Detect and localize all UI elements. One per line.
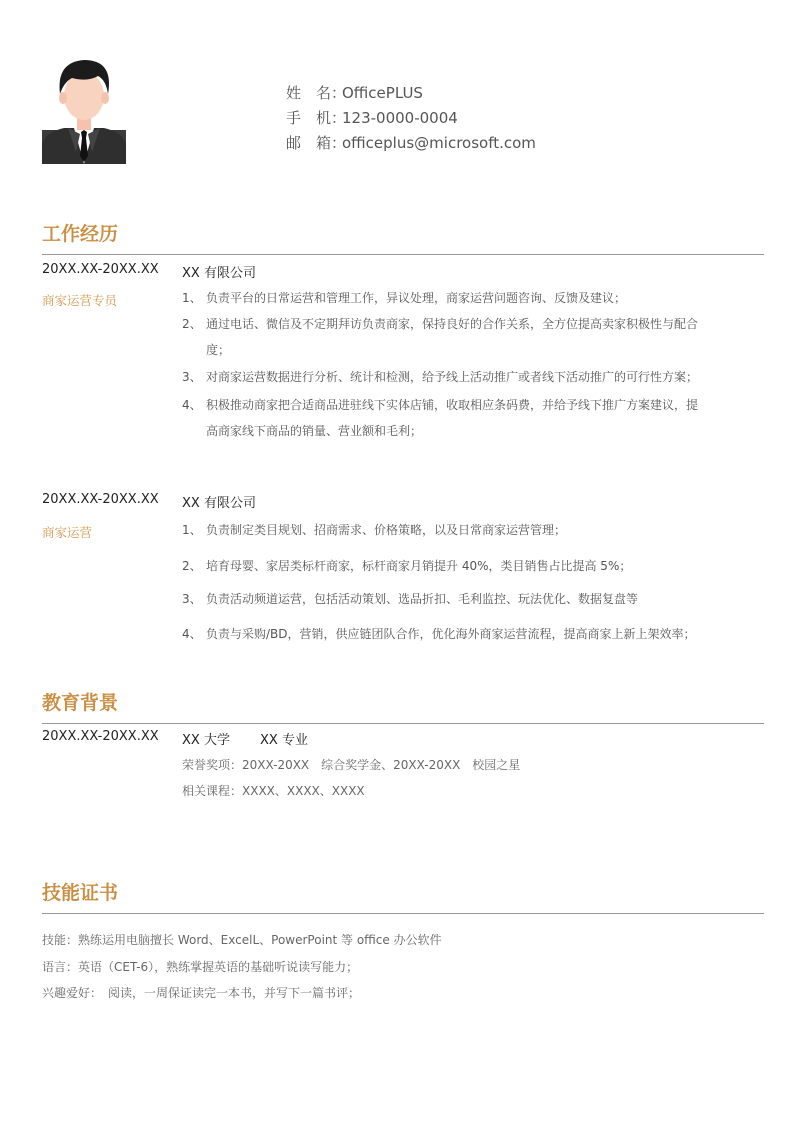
duty-number: 4、 [182,398,202,412]
work-1-duty-3 [182,364,764,390]
name-value: OfficePLUS [342,84,423,102]
work-divider [42,254,764,255]
work-1-duty-4 [182,392,764,418]
duty-text: 负责活动频道运营，包括活动策划、选品折扣、毛利监控、玩法优化、数据复盘等 [206,592,639,606]
name-label: 姓 名： [286,84,347,102]
education-major: XX 专业 [260,733,308,748]
work-2-duty-3 [182,586,764,612]
email-value: officeplus@microsoft.com [342,134,536,152]
work-2-company: XX 有限公司 [182,496,256,511]
duty-text: 负责制定类目规划、招商需求、价格策略，以及日常商家运营管理； [206,523,567,537]
work-2-duty-1 [182,517,764,543]
work-section-title: 工作经历 [42,223,119,245]
person-avatar-icon [42,52,126,164]
skills-section-title: 技能证书 [42,882,119,904]
skill-software: 技能：熟练运用电脑擅长 Word、ExcelL、PowerPoint 等 office 办公软件 [42,933,442,947]
duty-text: 负责与采购/BD，营销，供应链团队合作，优化海外商家运营流程，提高商家上新上架效率； [206,627,696,641]
work-1-duty-1 [182,285,764,311]
duty-number: 1、 [182,291,202,305]
work-2-role: 商家运营 [42,525,93,540]
duty-number: 3、 [182,370,202,384]
email-label: 邮 箱： [286,134,347,152]
duty-number: 1、 [182,523,202,537]
work-2-duty-4 [182,621,764,647]
duty-number: 2、 [182,559,202,573]
avatar [42,52,126,164]
name-row [286,82,423,103]
education-date: 20XX.XX-20XX.XX [42,729,159,744]
education-honors: 荣誉奖项：20XX-20XX 综合奖学金、20XX-20XX 校园之星 [182,758,521,772]
work-1-duty-2-cont [182,337,764,363]
skill-language: 语言：英语（CET-6），熟练掌握英语的基础听说读写能力； [42,960,359,974]
education-section-title: 教育背景 [42,692,119,714]
work-2-duty-2 [182,553,764,579]
skill-hobby: 兴趣爱好： 阅读，一周保证读完一本书，并写下一篇书评； [42,986,361,1000]
work-1-duty-4-cont [182,418,764,444]
duty-text: 培育母婴、家居类标杆商家，标杆商家月销提升 40%，类目销售占比提高 5%； [206,559,632,573]
work-2-date: 20XX.XX-20XX.XX [42,492,159,507]
duty-number: 3、 [182,592,202,606]
work-1-role: 商家运营专员 [42,293,118,308]
education-divider [42,723,764,724]
email-row [286,132,536,153]
duty-number: 2、 [182,317,202,331]
duty-text: 积极推动商家把合适商品进驻线下实体店铺，收取相应条码费，并给予线下推广方案建议，提 [206,398,699,412]
education-school: XX 大学 [182,733,230,748]
duty-text: 通过电话、微信及不定期拜访负责商家，保持良好的合作关系，全方位提高卖家积极性与配合 [206,317,699,331]
duty-number: 4、 [182,627,202,641]
education-courses: 相关课程：XXXX、XXXX、XXXX [182,784,365,798]
duty-text-continued: 度； [206,343,231,357]
skills-divider [42,913,764,914]
duty-text-continued: 高商家线下商品的销量、营业额和毛利； [206,424,423,438]
work-1-date: 20XX.XX-20XX.XX [42,262,159,277]
phone-value: 123-0000-0004 [342,109,458,127]
duty-text: 对商家运营数据进行分析、统计和检测，给予线上活动推广或者线下活动推广的可行性方案； [206,370,699,384]
phone-label: 手 机： [286,109,347,127]
duty-text: 负责平台的日常运营和管理工作，异议处理，商家运营问题咨询、反馈及建议； [206,291,627,305]
work-1-company: XX 有限公司 [182,266,256,281]
phone-row [286,107,458,128]
work-1-duty-2 [182,311,764,337]
